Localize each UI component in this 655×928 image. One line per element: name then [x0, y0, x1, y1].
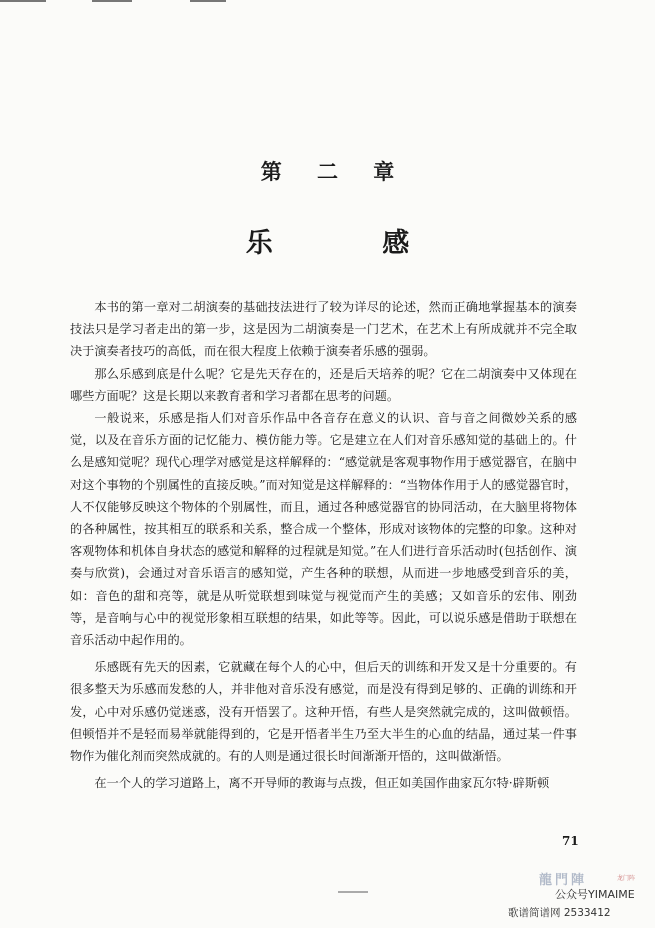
- paragraph-1: 本书的第一章对二胡演奏的基础技法进行了较为详尽的论述，然而正确地掌握基本的演奏技法只是学习者走出的第一步，这是因为二胡演奏是一门艺术，在艺术上有所成就并不完全取决于演奏者技巧的高低，而在很大程度上依赖于演奏者乐感的强弱。: [70, 300, 577, 359]
- body-text: [70, 296, 577, 794]
- scan-bottom-mark: [338, 891, 368, 893]
- watermark-logo: 龍門陣: [539, 873, 588, 888]
- paragraph-2: 那么乐感到底是什么呢？它是先天存在的，还是后天培养的呢？它在二胡演奏中又体现在哪些方面呢？这是长期以来教育者和学习者都在思考的问题。: [70, 366, 577, 403]
- watermark-logo-sub: 龙门阵: [617, 875, 636, 882]
- page-number: 71: [562, 834, 579, 848]
- paragraph-5: 在一个人的学习道路上，离不开导师的教诲与点拨，但正如美国作曲家瓦尔特·辟斯顿: [94, 776, 550, 791]
- watermark-site: 歌谱简谱网 2533412: [508, 907, 611, 919]
- chapter-heading: 第 二 章: [260, 159, 409, 184]
- paragraph-4: 乐感既有先天的因素，它就藏在每个人的心中，但后天的训练和开发又是十分重要的。有很多整天为乐感而发愁的人，并非他对音乐没有感觉，而是没有得到足够的、正确的训练和开发，心中对乐感仍觉迷惑，没有开悟罢了。这种开悟，有些人是突然就完成的，这叫做顿悟。但顿悟并不是轻而易举就能得到的，它是开悟者半生乃至大半生的心血的结晶，通过某一件事物作为催化剂而突然成就的。有的人则是通过很长时间渐渐开悟的，这叫做渐悟。: [70, 660, 577, 764]
- scan-edge-marks: [0, 0, 655, 6]
- paragraph-3: 一般说来，乐感是指人们对音乐作品中各音存在意义的认识、音与音之间微妙关系的感觉，以及在音乐方面的记忆能力、模仿能力等。它是建立在人们对音乐感知觉的基础上的。什么是感知觉呢？现代心理学对感觉是这样解释的：“感觉就是客观事物作用于感觉器官，在脑中对这个事物的个别属性的直接反映。”而对知觉是这样解释的：“当物体作用于人的感觉器官时，人不仅能够反映这个物体的个别属性，而且，通过各种感觉器官的协同活动，在大脑里将物体的各种属性，按其相互的联系和关系，整合成一个整体，形成对该物体的完整的印象。这种对客观物体和机体自身状态的感觉和解释的过程就是知觉。”在人们进行音乐活动时(包括创作、演奏与欣赏)，会通过对音乐语言的感知觉，产生各种的联想，从而进一步地感受到音乐的美，如：音色的甜和亮等，就是从听觉联想到味觉与视觉而产生的美感；又如音乐的宏伟、刚劲等，是音响与心中的视觉形象相互联想的结果，如此等等。因此，可以说乐感是借助于联想在音乐活动中起作用的。: [70, 411, 577, 648]
- chapter-title: 乐 感: [245, 228, 460, 259]
- watermark-account: 公众号YIMAIME: [555, 888, 635, 901]
